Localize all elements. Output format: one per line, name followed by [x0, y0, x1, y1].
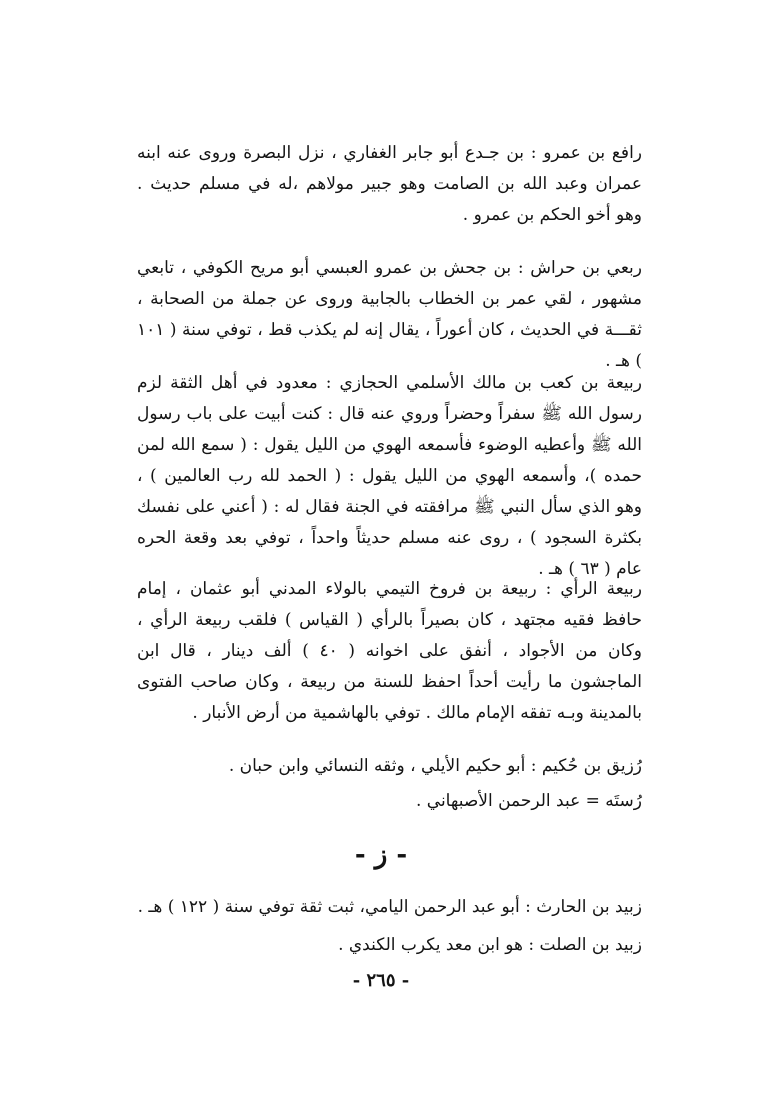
- entry-rafi-bin-amr: رافع بن عمرو : بن جـدع أبو جابر الغفاري ، نزل البصرة وروى عنه ابنه عمران وعبد الله بن الصامت وهو جبير مولاهم ،له في مسلم حديث . وهو أخو الحكم بن عمرو .: [137, 143, 642, 225]
- entry-ribi-bin-hirash: ربعي بن حراش : بن جحش بن عمرو العبسي أبو مريح الكوفي ، تابعي مشهور ، لقي عمر بن الخطاب بالجابية وروى عن جملة من الصحابة ، ثقـــة في الحديث ، كان أعوراً ، يقال إنه لم يكذب قط ، توفي سنة ( ١٠١ ) هـ .: [137, 258, 642, 371]
- entry-rustah: رُستَه = عبد الرحمن الأصبهاني .: [415, 791, 642, 811]
- entry-zubayd-bin-al-salt: زبيد بن الصلت : هو ابن معد يكرب الكندي .: [338, 935, 642, 955]
- entry-rabia-al-rai: ربيعة الرأي : ربيعة بن فروخ التيمي بالولاء المدني أبو عثمان ، إمام حافظ فقيه مجتهد ، كان بصيراً بالرأي ( القياس ) فلقب ربيعة الرأي ، وكان من الأجواد ، أنفق على اخوانه ( ٤٠ ) ألف دينار ، قال ابن الماجشون ما رأيت أحداً احفظ للسنة من ربيعة ، وكان صاحب الفتوى بالمدينة وبـه تفقه الإمام مالك . توفي بالهاشمية من أرض الأنبار .: [137, 579, 642, 723]
- page-number: - ٢٦٥ -: [352, 970, 410, 991]
- section-heading-letter-zay: - ز -: [354, 840, 408, 870]
- entry-rabia-bin-kaab: ربيعة بن كعب بن مالك الأسلمي الحجازي : معدود في أهل الثقة لزم رسول الله ﷺ سفراً وحضراً وروي عنه قال : كنت أبيت على باب رسول الله ﷺ وأعطيه الوضوء فأسمعه الهوي من الليل يقول : ( سمع الله لمن حمده )، وأسمعه الهوي من الليل يقول : ( الحمد لله رب العالمين ) ، وهو الذي سأل النبي ﷺ مرافقته في الجنة فقال له : ( أعني على نفسك بكثرة السجود ) ، روى عنه مسلم حديثاً واحداً ، توفي بعد وقعة الحره عام ( ٦٣ ) هـ .: [137, 373, 642, 579]
- entry-ruzayq-bin-hukaym: رُزيق بن حُكيم : أبو حكيم الأيلي ، وثقه النسائي وابن حبان .: [228, 756, 642, 776]
- entry-zubayd-bin-al-harith: زبيد بن الحارث : أبو عبد الرحمن اليامي، ثبت ثقة توفي سنة ( ١٢٢ ) هـ .: [137, 897, 642, 917]
